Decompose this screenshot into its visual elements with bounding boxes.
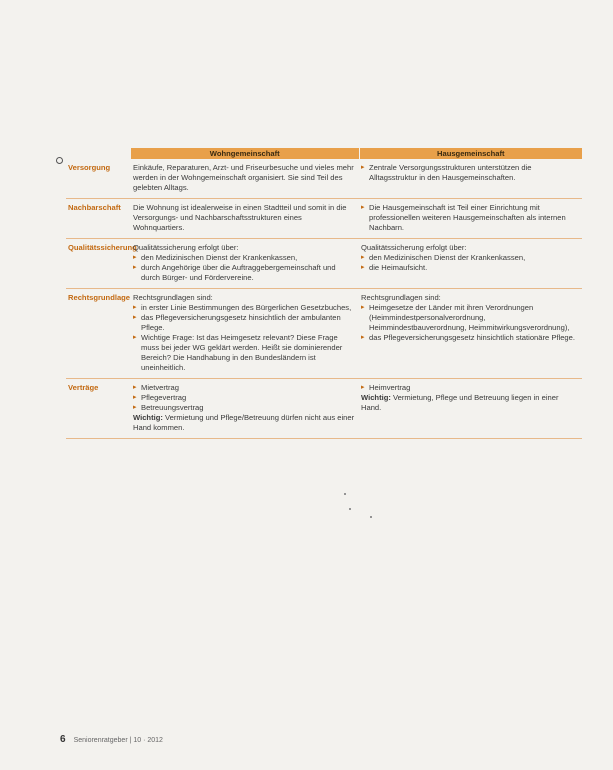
publication-line: Seniorenratgeber | 10 · 2012 xyxy=(73,737,163,744)
cell-wg xyxy=(131,239,359,289)
page-footer xyxy=(60,734,163,745)
list-item: ▸ Pflegevertrag xyxy=(133,393,355,403)
scan-speck xyxy=(370,516,372,518)
cell-text: Einkäufe, Reparaturen, Arzt- und Friseurbesuche und vieles mehr werden in der Wohngemeinschaft organisiert. Sie sind Teil des gelebten Alltags. xyxy=(133,163,354,192)
note-text: Vermietung und Pflege/Betreuung dürfen nicht aus einer Hand kommen. xyxy=(133,413,355,432)
cell-wg xyxy=(131,159,359,199)
row-label: Qualitätssicherung xyxy=(66,239,131,289)
bullet-list xyxy=(361,203,578,233)
list-item: ▸ Heimgesetze der Länder mit ihren Verordnungen (Heimmindestpersonalverordnung, Heimmindestbauverordnung, Heimmitwirkungsverordnung), xyxy=(361,303,578,333)
list-item: ▸ das Pflegeversicherungsgesetz hinsichtlich der ambulanten Pflege. xyxy=(133,313,355,333)
cell-wg xyxy=(131,379,359,439)
list-item: ▸ Betreuungsvertrag xyxy=(133,403,355,413)
list-item: ▸ Wichtige Frage: Ist das Heimgesetz relevant? Diese Frage muss bei jeder WG geklärt werden. Heißt sie dominierender Bereich? Die Handhabung in den Bundesländern ist uneinheitlich. xyxy=(133,333,355,373)
note-text: Vermietung, Pflege und Betreuung liegen in einer Hand. xyxy=(361,393,559,412)
scan-speck xyxy=(349,508,351,510)
table-row xyxy=(66,289,582,379)
row-label: Nachbarschaft xyxy=(66,199,131,239)
cell-hg xyxy=(359,239,582,289)
header-hausgemeinschaft: Hausgemeinschaft xyxy=(359,148,582,159)
header-wohngemeinschaft: Wohngemeinschaft xyxy=(131,148,359,159)
page-number: 6 xyxy=(60,734,66,745)
bullet-list xyxy=(133,383,355,413)
list-item: ▸ Die Hausgemeinschaft ist Teil einer Einrichtung mit professionellen weiteren Hausgemeinschaften als internen Nachbarn. xyxy=(361,203,578,233)
bullet-list xyxy=(361,253,578,273)
bullet-list xyxy=(133,303,355,373)
circle-bullet-icon xyxy=(56,157,63,164)
cell-hg xyxy=(359,379,582,439)
cell-hg xyxy=(359,289,582,379)
table-header-row xyxy=(66,148,582,159)
table-row xyxy=(66,239,582,289)
table-row xyxy=(66,199,582,239)
cell-text: Die Wohnung ist idealerweise in einen Stadtteil und somit in die Versorgungs- und Nachbarschaftsstrukturen eines Wohnquartiers. xyxy=(133,203,347,232)
row-label: Verträge xyxy=(66,379,131,439)
list-item: ▸ das Pflegeversicherungsgesetz hinsichtlich stationäre Pflege. xyxy=(361,333,578,343)
cell-intro: Rechtsgrundlagen sind: xyxy=(133,293,213,302)
list-item: ▸ Mietvertrag xyxy=(133,383,355,393)
comparison-table xyxy=(66,148,582,439)
bullet-list xyxy=(361,303,578,343)
bullet-list xyxy=(361,163,578,183)
important-note xyxy=(133,413,355,433)
table-row xyxy=(66,159,582,199)
bullet-list xyxy=(361,383,578,393)
note-label: Wichtig: xyxy=(361,393,391,402)
list-item: ▸ den Medizinischen Dienst der Krankenkassen, xyxy=(361,253,578,263)
row-label: Rechtsgrundlage xyxy=(66,289,131,379)
list-item: ▸ durch Angehörige über die Auftraggebergemeinschaft und durch Bürger- und Fördervereine. xyxy=(133,263,355,283)
scan-speck xyxy=(344,493,346,495)
list-item: ▸ die Heimaufsicht. xyxy=(361,263,578,273)
list-item: ▸ in erster Linie Bestimmungen des Bürgerlichen Gesetzbuches, xyxy=(133,303,355,313)
cell-hg xyxy=(359,159,582,199)
cell-intro: Qualitätssicherung erfolgt über: xyxy=(133,243,239,252)
cell-hg xyxy=(359,199,582,239)
table-row xyxy=(66,379,582,439)
cell-wg xyxy=(131,199,359,239)
row-label: Versorgung xyxy=(66,159,131,199)
important-note xyxy=(361,393,578,413)
list-item: ▸ Zentrale Versorgungsstrukturen unterstützen die Alltagsstruktur in den Hausgemeinschaften. xyxy=(361,163,578,183)
list-item: ▸ Heimvertrag xyxy=(361,383,578,393)
list-item: ▸ den Medizinischen Dienst der Krankenkassen, xyxy=(133,253,355,263)
note-label: Wichtig: xyxy=(133,413,163,422)
bullet-list xyxy=(133,253,355,283)
header-empty xyxy=(66,148,131,159)
cell-intro: Rechtsgrundlagen sind: xyxy=(361,293,441,302)
cell-intro: Qualitätssicherung erfolgt über: xyxy=(361,243,467,252)
cell-wg xyxy=(131,289,359,379)
